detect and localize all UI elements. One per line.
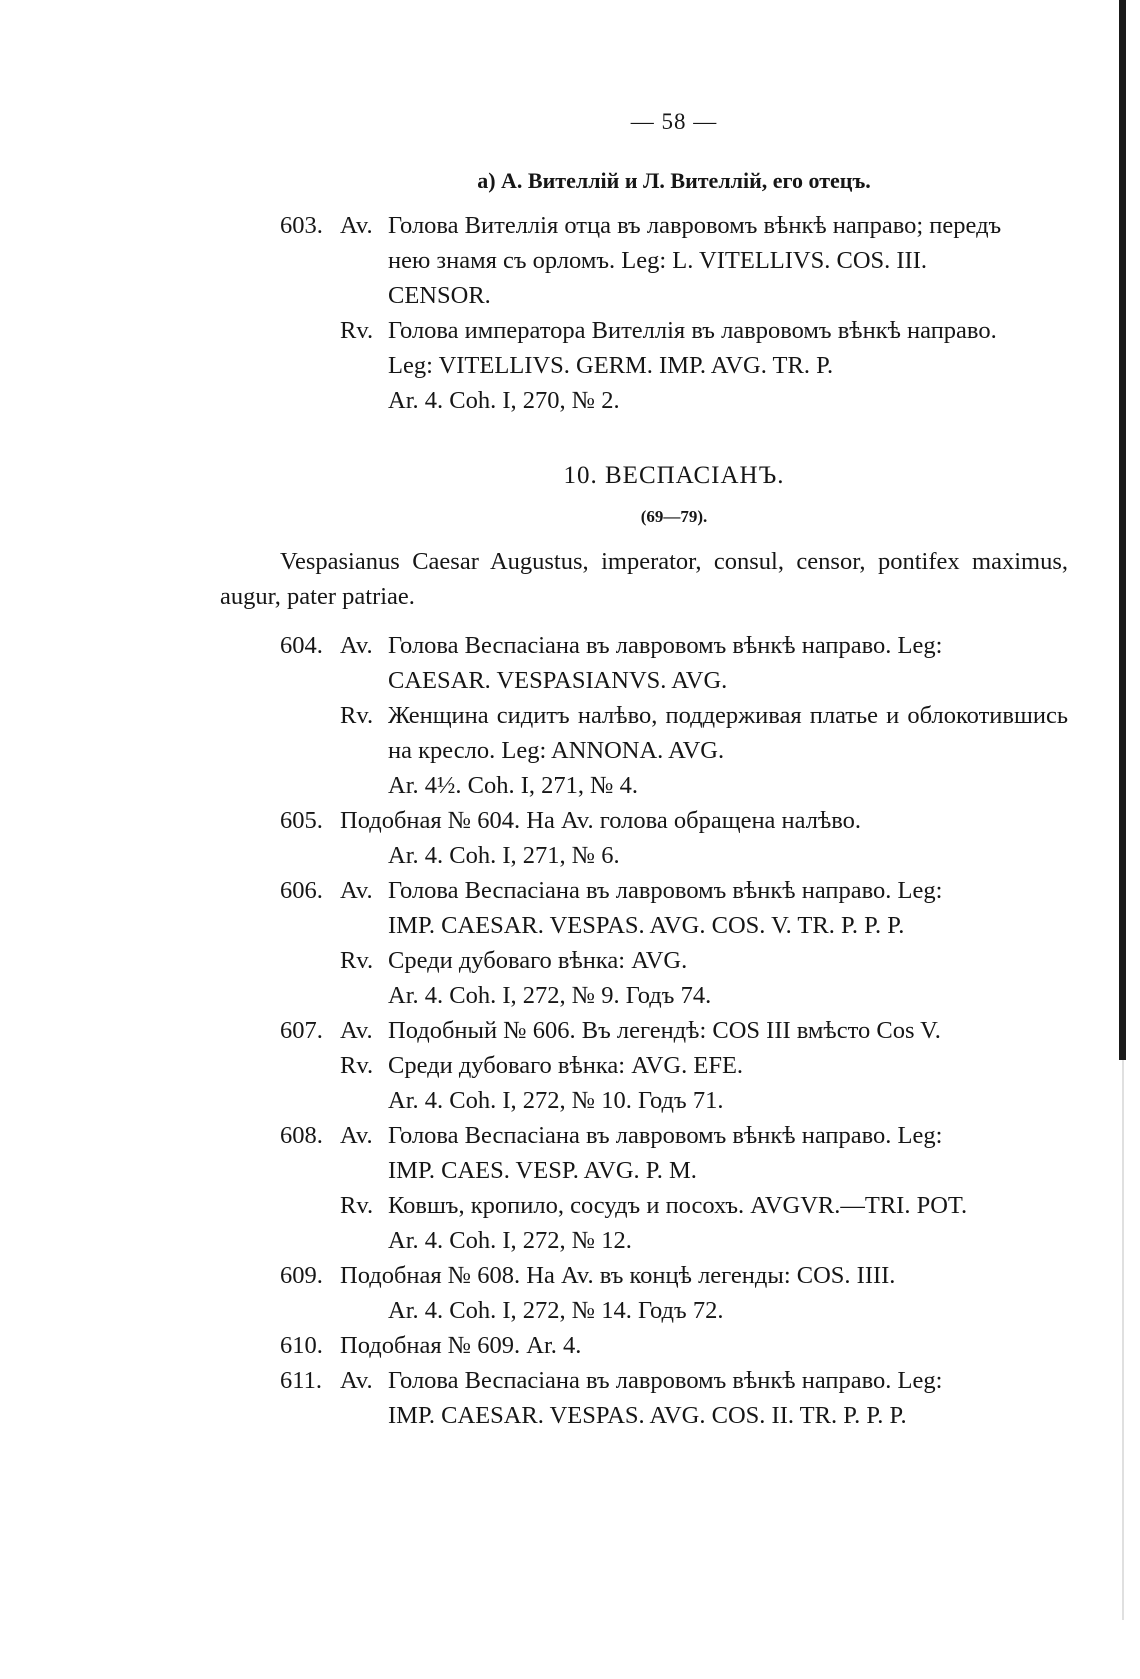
entry-text: Голова Веспасіана въ лавровомъ вѣнкѣ направо. Leg:: [388, 1367, 943, 1394]
catalog-entries: [280, 628, 1068, 1433]
entry-text: Голова Вителлія отца въ лавровомъ вѣнкѣ направо; передъ: [388, 212, 1002, 239]
coin-side-label: Rv.: [340, 317, 374, 344]
entry-continuation: CENSOR.: [388, 282, 491, 309]
entry-line: [280, 1328, 1068, 1363]
catalog-entry: [280, 628, 1068, 803]
catalog-entry: [280, 1363, 1068, 1433]
entry-line: [340, 1188, 1068, 1223]
entry-line: [388, 1223, 1068, 1258]
entry-text: Подобный № 606. Въ легендѣ: COS III вмѣсто Cos V.: [388, 1017, 941, 1044]
entry-line: [388, 1083, 1068, 1118]
entry-text: Ковшъ, кропило, сосудъ и посохъ. AVGVR.—TRI. POT.: [388, 1192, 968, 1219]
catalog-entry: [280, 803, 1068, 873]
entry-number: 603.: [280, 212, 323, 239]
entry-continuation: Ar. 4. Coh. I, 272, № 10. Годъ 71.: [388, 1087, 724, 1114]
catalog-entry: [280, 208, 1068, 418]
coin-side-label: Rv.: [340, 702, 374, 729]
entry-line: [280, 1118, 1068, 1153]
entry-text: Голова Веспасіана въ лавровомъ вѣнкѣ направо. Leg:: [388, 632, 943, 659]
coin-side-label: Av.: [340, 1122, 373, 1149]
entry-text: Голова Веспасіана въ лавровомъ вѣнкѣ направо. Leg:: [388, 877, 943, 904]
entry-continuation: IMP. CAESAR. VESPAS. AVG. COS. II. TR. P. P. P.: [388, 1402, 907, 1429]
coin-side-label: Av.: [340, 212, 373, 239]
entry-line: [388, 1293, 1068, 1328]
entry-continuation: Ar. 4. Coh. I, 271, № 6.: [388, 842, 620, 869]
section-dates: (69—79).: [640, 507, 708, 526]
coin-side-label: Av.: [340, 1017, 373, 1044]
entry-line: [280, 1258, 1068, 1293]
entry-number: 609.: [280, 1262, 323, 1289]
entry-line: [388, 243, 1068, 278]
entry-text: Голова Веспасіана въ лавровомъ вѣнкѣ направо. Leg:: [388, 1122, 943, 1149]
coin-side-label: Rv.: [340, 947, 374, 974]
entry-number: 607.: [280, 1017, 323, 1044]
entry-line: [280, 1013, 1068, 1048]
page-edge-shadow: [1119, 0, 1126, 1060]
entry-line: [388, 908, 1068, 943]
document-page: [220, 104, 1068, 1433]
entry-continuation: Ar. 4½. Coh. I, 271, № 4.: [388, 772, 639, 799]
entry-continuation: Leg: VITELLIVS. GERM. IMP. AVG. TR. P.: [388, 352, 834, 379]
catalog-entry: [280, 1118, 1068, 1258]
page-number: — 58 —: [630, 109, 718, 134]
entry-continuation: Ar. 4. Coh. I, 270, № 2.: [388, 387, 620, 414]
entries-before: [280, 208, 1068, 418]
entry-line: [388, 278, 1068, 313]
entry-text: Среди дубоваго вѣнка: AVG. EFE.: [388, 1052, 744, 1079]
section-title: 10. ВЕСПАСІАНЪ.: [563, 462, 785, 489]
entry-text: Подобная № 609. Ar. 4.: [340, 1332, 582, 1359]
page-edge-line: [1122, 1060, 1124, 1620]
entry-number: 610.: [280, 1332, 323, 1359]
section-intro: Vespasianus Caesar Augustus, imperator, consul, censor, pontifex maximus, augur, pater patriae.: [220, 548, 1068, 610]
entry-text: Голова императора Вителлія въ лавровомъ вѣнкѣ направо.: [388, 317, 997, 344]
entry-line: [280, 1363, 1068, 1398]
entry-number: 605.: [280, 807, 323, 834]
catalog-entry: [280, 1013, 1068, 1118]
catalog-entry: [280, 873, 1068, 1013]
coin-side-label: Rv.: [340, 1192, 374, 1219]
entry-number: 608.: [280, 1122, 323, 1149]
entry-line: [280, 208, 1068, 243]
entry-continuation: IMP. CAESAR. VESPAS. AVG. COS. V. TR. P. P. P.: [388, 912, 905, 939]
entry-line: [280, 628, 1068, 663]
entry-text: Подобная № 608. На Av. въ концѣ легенды: COS. IIII.: [340, 1262, 896, 1289]
entry-continuation: нею знамя съ орломъ. Leg: L. VITELLIVS. COS. III.: [388, 247, 927, 274]
catalog-entry: [280, 1258, 1068, 1328]
entry-number: 604.: [280, 632, 323, 659]
entry-line: [388, 1153, 1068, 1188]
entry-number: 606.: [280, 877, 323, 904]
entry-continuation: Ar. 4. Coh. I, 272, № 9. Годъ 74.: [388, 982, 712, 1009]
entry-line: [388, 348, 1068, 383]
subheading: а) А. Вителлій и Л. Вителлій, его отецъ.: [477, 168, 871, 193]
entry-line: [280, 803, 1068, 838]
entry-line: [388, 768, 1068, 803]
coin-side-label: Rv.: [340, 1052, 374, 1079]
catalog-entry: [280, 1328, 1068, 1363]
entry-line: [388, 1398, 1068, 1433]
entry-line: [340, 698, 1068, 768]
entry-continuation: Ar. 4. Coh. I, 272, № 14. Годъ 72.: [388, 1297, 724, 1324]
entry-line: [340, 1048, 1068, 1083]
coin-side-label: Av.: [340, 1367, 373, 1394]
coin-side-label: Av.: [340, 632, 373, 659]
entry-line: [388, 663, 1068, 698]
entry-line: [340, 943, 1068, 978]
entry-line: [340, 313, 1068, 348]
entry-continuation: CAESAR. VESPASIANVS. AVG.: [388, 667, 728, 694]
entry-line: [388, 978, 1068, 1013]
entry-line: [388, 838, 1068, 873]
entry-text: Подобная № 604. На Av. голова обращена налѣво.: [340, 807, 862, 834]
entry-line: [388, 383, 1068, 418]
entry-line: [280, 873, 1068, 908]
entry-text: Женщина сидитъ налѣво, поддерживая платье и облокотившись на кресло. Leg: ANNONA. AVG.: [388, 702, 1068, 764]
entry-continuation: IMP. CAES. VESP. AVG. P. M.: [388, 1157, 697, 1184]
entry-text: Среди дубоваго вѣнка: AVG.: [388, 947, 688, 974]
entry-continuation: Ar. 4. Coh. I, 272, № 12.: [388, 1227, 632, 1254]
coin-side-label: Av.: [340, 877, 373, 904]
entry-number: 611.: [280, 1367, 322, 1394]
